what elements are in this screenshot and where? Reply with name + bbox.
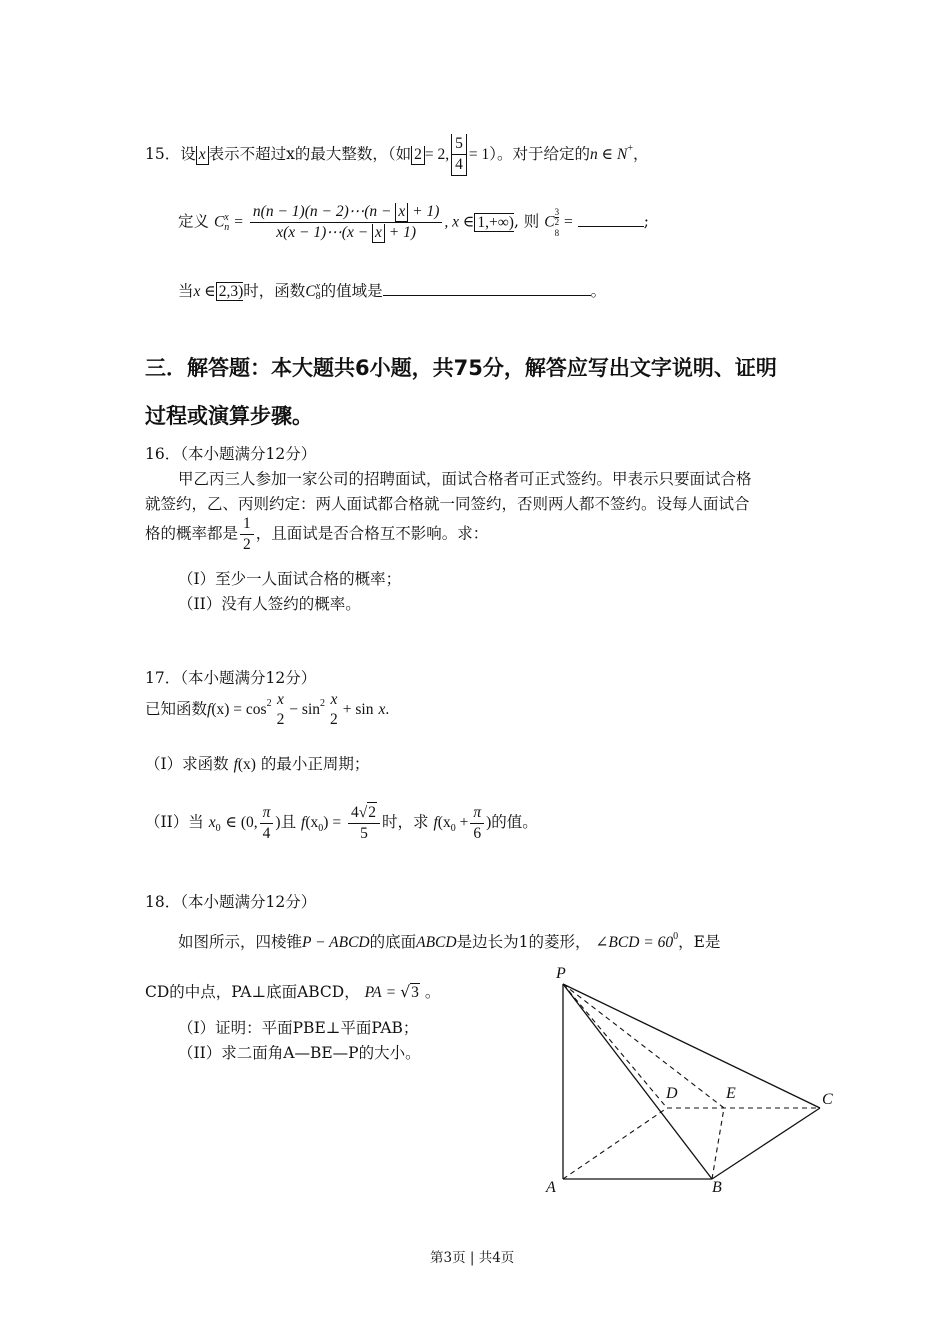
edge-PB xyxy=(563,984,712,1179)
subscript: 0 xyxy=(215,823,221,834)
subscript: 0 xyxy=(318,823,324,834)
subscript: 8 xyxy=(554,227,560,238)
numerator: π xyxy=(262,803,271,821)
math: (x) = cos xyxy=(211,701,267,718)
math-f: f xyxy=(233,756,238,773)
math: + sin xyxy=(342,701,374,718)
text: 时，求 xyxy=(382,813,429,831)
superscript: 2 xyxy=(320,698,326,709)
q16-part-ii: （II）没有人签约的概率。 xyxy=(178,595,361,613)
numerator: x xyxy=(330,691,338,708)
q17-part-ii xyxy=(145,802,538,844)
text: 。 xyxy=(590,282,607,300)
text: 的值。 xyxy=(491,813,538,831)
label-C: C xyxy=(822,1091,833,1108)
label-D: D xyxy=(666,1085,678,1102)
q15-number: 15． xyxy=(145,145,181,163)
subscript: 0 xyxy=(450,823,456,834)
math-x: x xyxy=(208,814,216,831)
edge-BC xyxy=(712,1108,820,1179)
math: PA xyxy=(364,984,382,1001)
math-x: x xyxy=(378,701,386,718)
text: 定义 xyxy=(178,212,210,231)
equals: = xyxy=(234,213,243,231)
q15-line3 xyxy=(178,279,606,302)
math: , x ∈ xyxy=(444,213,475,231)
edge-AD xyxy=(563,1108,667,1179)
text: 表示不超过x的最大整数，（如 xyxy=(208,145,412,163)
pyramid-figure xyxy=(540,960,840,1200)
text: CD的中点，PA⊥底面ABCD， xyxy=(145,983,360,1001)
q18-paragraph-line1 xyxy=(178,930,720,952)
math: ABCD xyxy=(416,934,457,951)
denominator: 4 xyxy=(452,154,466,175)
math: ∈ (0, xyxy=(225,814,258,831)
interval: 2,3) xyxy=(216,282,244,301)
floor-fraction xyxy=(451,134,467,176)
sup-sub xyxy=(555,208,560,238)
math: = 2, xyxy=(424,146,450,163)
numerator-text: + 1) xyxy=(408,203,440,220)
section-heading-1: 三．解答题：本大题共6小题，共75分，解答应写出文字说明、证明 xyxy=(145,356,777,380)
fraction-pi-6 xyxy=(470,803,484,844)
equals: = xyxy=(564,213,573,231)
superscript: 0 xyxy=(673,931,679,942)
floor-x: x xyxy=(196,146,209,165)
floor-2: 2 xyxy=(411,146,425,165)
sup-num: 3 xyxy=(554,206,560,217)
math: + xyxy=(455,814,469,831)
q18-part-i: （I）证明：平面PBE⊥平面PAB； xyxy=(178,1019,419,1037)
math: n ∈ N xyxy=(590,146,628,163)
text: 已知函数 xyxy=(145,700,208,718)
text: 当 xyxy=(178,282,194,300)
q16-paragraph-line1: 甲乙丙三人参加一家公司的招聘面试，面试合格者可正式签约。甲表示只要面试合格 xyxy=(178,470,752,488)
math-C: C xyxy=(213,213,225,231)
numerator: π xyxy=(473,803,482,821)
denominator: 2 xyxy=(330,711,338,728)
fraction-half xyxy=(240,514,254,555)
math: P − ABCD xyxy=(302,934,370,951)
math-f: f xyxy=(301,814,306,831)
text: 如图所示，四棱锥 xyxy=(178,933,303,951)
q18-paragraph-line2: CD的中点，PA⊥底面ABCD， PA = √3 。 xyxy=(145,983,441,1001)
sup-den: 2 xyxy=(554,216,560,227)
label-P: P xyxy=(556,965,566,982)
definition-fraction xyxy=(250,202,442,243)
floor-x: x xyxy=(372,224,385,243)
denominator: 2 xyxy=(240,534,254,555)
q15-line1 xyxy=(145,134,648,176)
numerator: 1 xyxy=(243,515,251,532)
denominator: 5 xyxy=(348,823,380,844)
text: 且 xyxy=(280,813,297,831)
math: (x) xyxy=(237,756,256,773)
denominator: 6 xyxy=(470,823,484,844)
text: ，E是 xyxy=(678,933,721,951)
radicand: 3 xyxy=(411,984,419,1001)
text: 设 xyxy=(180,145,196,163)
q18-header: 18．（本小题满分12分） xyxy=(145,893,317,911)
text: ; xyxy=(643,212,649,231)
text: 的最小正周期； xyxy=(260,755,370,773)
numerator: x xyxy=(276,691,284,708)
coefficient: 4 xyxy=(351,804,359,821)
floor-x: x xyxy=(395,203,408,222)
superscript: x xyxy=(224,211,229,223)
label-B: B xyxy=(712,1179,722,1196)
superscript: x xyxy=(315,281,321,292)
denominator-text: + 1) xyxy=(384,224,417,241)
text: 的值域是 xyxy=(320,282,383,300)
q15-line2 xyxy=(178,202,649,243)
text: （II）当 xyxy=(145,813,204,831)
math: (x xyxy=(437,814,451,831)
math-angle: ∠BCD = 60 xyxy=(595,934,674,951)
math: x ∈ xyxy=(193,283,216,300)
text: （I）求函数 xyxy=(145,755,229,773)
fraction-pi-4 xyxy=(260,803,274,844)
edge-BE xyxy=(712,1108,724,1179)
q16-paragraph-line2: 就签约，乙、丙则约定：两人面试都合格就一同签约，否则两人都不签约。设每人面试合 xyxy=(145,495,750,513)
q17-header: 17．（本小题满分12分） xyxy=(145,669,317,687)
math: ) = xyxy=(323,814,342,831)
math-f: f xyxy=(433,814,438,831)
text: 时，函数 xyxy=(243,282,306,300)
subscript: 8 xyxy=(315,291,321,302)
label-E: E xyxy=(726,1085,736,1102)
text: 格的概率都是 xyxy=(145,524,239,543)
q17-part-i xyxy=(145,752,369,774)
q18-part-ii: （II）求二面角A—BE—P的大小。 xyxy=(178,1044,421,1062)
subscript: n xyxy=(224,221,230,233)
math: − sin xyxy=(289,701,321,718)
numerator: 5 xyxy=(455,135,463,152)
q16-header: 16．（本小题满分12分） xyxy=(145,445,317,463)
numerator-text: n(n − 1)(n − 2)⋯(n − xyxy=(252,203,396,220)
text: 。 xyxy=(424,983,441,1001)
fraction-x-2 xyxy=(327,690,341,730)
interval: 1,+∞) xyxy=(474,213,514,232)
text: ，且面试是否合格互不影响。求： xyxy=(255,524,489,543)
text: , 则 xyxy=(513,212,540,231)
denominator: 4 xyxy=(260,823,274,844)
fraction-x-2 xyxy=(274,690,288,730)
math-C: C xyxy=(305,283,316,300)
radicand: 2 xyxy=(368,804,377,821)
answer-blank-1[interactable] xyxy=(578,212,644,227)
math-f: f xyxy=(207,701,212,718)
superscript: 2 xyxy=(266,698,272,709)
math: (x xyxy=(305,814,319,831)
page-footer: 第3页 | 共4页 xyxy=(430,1250,515,1266)
superscript: + xyxy=(627,143,633,154)
denominator: 2 xyxy=(276,711,285,728)
label-A: A xyxy=(546,1179,556,1196)
text: ， xyxy=(632,145,649,163)
period: . xyxy=(385,701,390,718)
text: 的底面 xyxy=(369,933,417,951)
answer-blank-2[interactable] xyxy=(383,281,591,296)
q16-paragraph-line3 xyxy=(145,514,488,555)
math: ) xyxy=(275,814,281,831)
q16-part-i: （I）至少一人面试合格的概率； xyxy=(178,570,402,588)
q17-given xyxy=(145,690,389,730)
math: ) xyxy=(486,814,492,831)
section-heading-2: 过程或演算步骤。 xyxy=(145,404,313,428)
equals: = xyxy=(386,984,396,1001)
math-C: C xyxy=(544,213,555,231)
text: 是边长为1的菱形， xyxy=(456,933,591,951)
fraction-4sqrt2-5: $\frac{4√2}{5}$ xyxy=(348,802,380,844)
sup-sub xyxy=(224,213,229,233)
edge-PD xyxy=(563,984,667,1108)
edge-PC xyxy=(563,984,820,1108)
denominator-text: x(x − 1)⋯(x − xyxy=(276,224,373,241)
text: = 1）。对于给定的 xyxy=(468,146,591,163)
